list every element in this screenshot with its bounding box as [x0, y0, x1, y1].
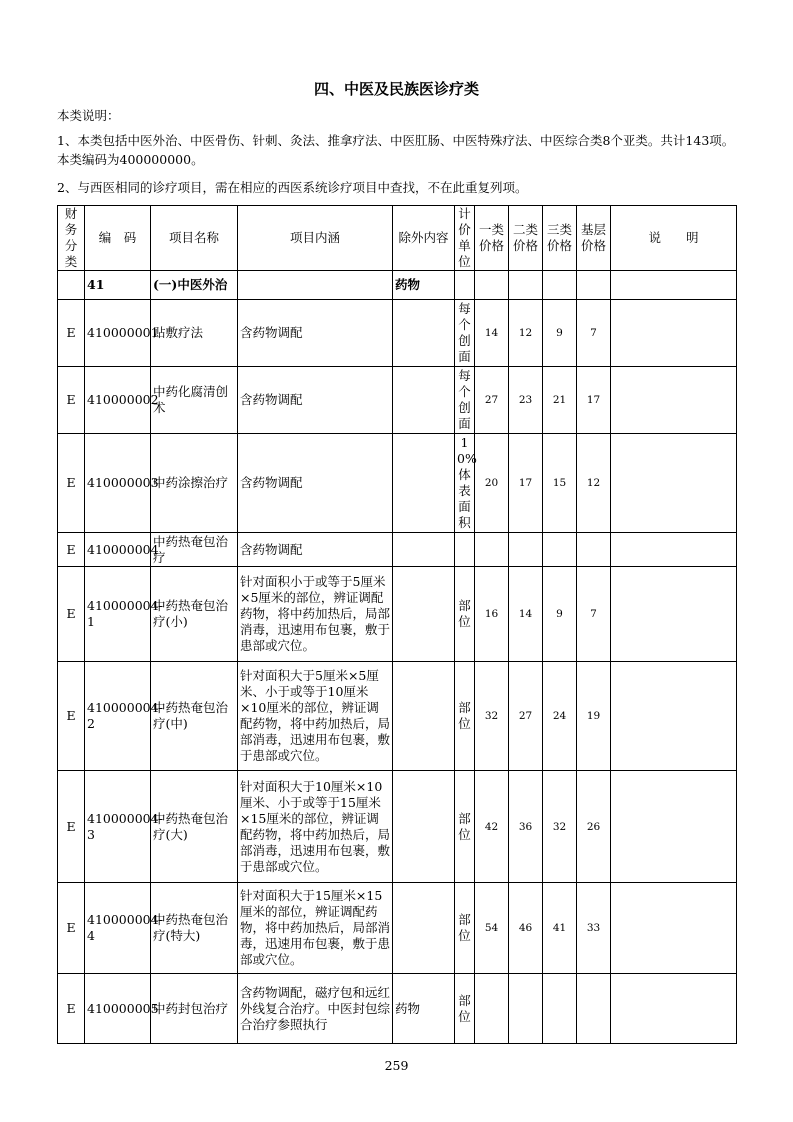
- cell-except: [393, 367, 455, 434]
- page-title: 四、中医及民族医诊疗类: [313, 80, 479, 98]
- cell-price-base: 7: [577, 567, 611, 662]
- cell-price-1: 14: [475, 300, 509, 367]
- cell-category: [58, 271, 85, 300]
- cell-price-2: [509, 533, 543, 567]
- header-price-base: 基层价格: [577, 206, 611, 271]
- cell-price-base: [577, 974, 611, 1044]
- cell-price-3: 24: [543, 662, 577, 771]
- cell-content: 针对面积大于5厘米×5厘米、小于或等于10厘米×10厘米的部位，辨证调配药物，将中药加热后，局部消毒，迅速用布包裹，敷于患部或穴位。: [238, 662, 393, 771]
- cell-price-1: 54: [475, 883, 509, 974]
- cell-price-3: 21: [543, 367, 577, 434]
- intro-heading: 本类说明：: [57, 108, 120, 123]
- table-row: [58, 974, 737, 1044]
- cell-note: [611, 367, 737, 434]
- cell-name: 中药化腐清创术: [151, 367, 238, 434]
- cell-except: [393, 771, 455, 883]
- cell-category: E: [58, 567, 85, 662]
- cell-content: 针对面积小于或等于5厘米×5厘米的部位，辨证调配药物，将中药加热后，局部消毒，迅速用布包裹，敷于患部或穴位。: [238, 567, 393, 662]
- cell-content: 含药物调配: [238, 367, 393, 434]
- header-name: 项目名称: [151, 206, 238, 271]
- table-row: [58, 567, 737, 662]
- cell-unit: [455, 533, 475, 567]
- cell-category: E: [58, 367, 85, 434]
- cell-price-3: 32: [543, 771, 577, 883]
- cell-price-base: 17: [577, 367, 611, 434]
- cell-unit: 部位: [455, 771, 475, 883]
- table-row: [58, 300, 737, 367]
- cell-code: 410000001: [85, 300, 151, 367]
- cell-price-2: 14: [509, 567, 543, 662]
- cell-unit: 每个创面: [455, 300, 475, 367]
- cell-price-2: 46: [509, 883, 543, 974]
- cell-price-3: 9: [543, 567, 577, 662]
- cell-note: [611, 771, 737, 883]
- cell-price-base: 33: [577, 883, 611, 974]
- table-row: [58, 533, 737, 567]
- cell-price-2: 23: [509, 367, 543, 434]
- cell-category: E: [58, 434, 85, 533]
- cell-code: 410000005: [85, 974, 151, 1044]
- cell-unit: 每个创面: [455, 367, 475, 434]
- cell-except: [393, 434, 455, 533]
- table-row: [58, 271, 737, 300]
- cell-note: [611, 567, 737, 662]
- cell-name: 中药热奄包治疗(大): [151, 771, 238, 883]
- cell-except: [393, 533, 455, 567]
- header-note: 说 明: [611, 206, 737, 271]
- cell-code: 410000004-4: [85, 883, 151, 974]
- page-number: 259: [384, 1058, 409, 1073]
- cell-price-3: 15: [543, 434, 577, 533]
- cell-price-2: [509, 974, 543, 1044]
- cell-code: 410000004: [85, 533, 151, 567]
- cell-name: 中药涂擦治疗: [151, 434, 238, 533]
- cell-name: 中药热奄包治疗(中): [151, 662, 238, 771]
- table-row: [58, 662, 737, 771]
- table-row: [58, 771, 737, 883]
- table-row: [58, 367, 737, 434]
- cell-unit: 部位: [455, 662, 475, 771]
- intro-paragraph-2: 2、与西医相同的诊疗项目，需在相应的西医系统诊疗项目中查找，不在此重复列项。: [57, 180, 528, 195]
- cell-price-3: 41: [543, 883, 577, 974]
- cell-price-base: [577, 533, 611, 567]
- intro-paragraph-1: 1、本类包括中医外治、中医骨伤、针刺、灸法、推拿疗法、中医肛肠、中医特殊疗法、中医综合类8个亚类。共计143项。本类编码为400000000。: [57, 133, 735, 167]
- cell-price-1: 42: [475, 771, 509, 883]
- cell-category: E: [58, 533, 85, 567]
- cell-content: [238, 271, 393, 300]
- cell-content: 含药物调配: [238, 434, 393, 533]
- price-table: [57, 205, 737, 1044]
- cell-name: (一)中医外治: [151, 271, 238, 300]
- cell-unit: 部位: [455, 567, 475, 662]
- header-price-2: 二类价格: [509, 206, 543, 271]
- cell-except: [393, 300, 455, 367]
- cell-note: [611, 533, 737, 567]
- cell-price-1: [475, 533, 509, 567]
- cell-note: [611, 662, 737, 771]
- header-except: 除外内容: [393, 206, 455, 271]
- cell-name: 中药热奄包治疗(特大): [151, 883, 238, 974]
- table-row: [58, 883, 737, 974]
- header-code: 编 码: [85, 206, 151, 271]
- cell-except: [393, 662, 455, 771]
- cell-price-1: 32: [475, 662, 509, 771]
- cell-price-1: 27: [475, 367, 509, 434]
- cell-price-2: [509, 271, 543, 300]
- cell-code: 410000004-1: [85, 567, 151, 662]
- cell-price-1: 20: [475, 434, 509, 533]
- cell-price-3: [543, 271, 577, 300]
- cell-note: [611, 300, 737, 367]
- cell-code: 41: [85, 271, 151, 300]
- cell-unit: 部位: [455, 883, 475, 974]
- cell-price-1: [475, 974, 509, 1044]
- cell-price-base: 12: [577, 434, 611, 533]
- cell-content: 含药物调配: [238, 533, 393, 567]
- cell-except: 药物: [393, 974, 455, 1044]
- cell-code: 410000004-2: [85, 662, 151, 771]
- cell-category: E: [58, 883, 85, 974]
- header-content: 项目内涵: [238, 206, 393, 271]
- cell-code: 410000002: [85, 367, 151, 434]
- header-price-3: 三类价格: [543, 206, 577, 271]
- cell-price-base: 26: [577, 771, 611, 883]
- cell-price-base: 19: [577, 662, 611, 771]
- cell-category: E: [58, 771, 85, 883]
- cell-unit: 部位: [455, 974, 475, 1044]
- cell-price-2: 12: [509, 300, 543, 367]
- table-row: [58, 434, 737, 533]
- cell-unit: [455, 271, 475, 300]
- cell-category: E: [58, 300, 85, 367]
- cell-content: 针对面积大于10厘米×10厘米、小于或等于15厘米×15厘米的部位，辨证调配药物，将中药加热后，局部消毒，迅速用布包裹，敷于患部或穴位。: [238, 771, 393, 883]
- cell-category: E: [58, 662, 85, 771]
- cell-content: 含药物调配: [238, 300, 393, 367]
- cell-name: 中药热奄包治疗: [151, 533, 238, 567]
- cell-price-3: [543, 533, 577, 567]
- cell-unit: 10%体表面积: [455, 434, 475, 533]
- cell-note: [611, 271, 737, 300]
- header-category: 财务分类: [58, 206, 85, 271]
- cell-content: 针对面积大于15厘米×15厘米的部位，辨证调配药物，将中药加热后，局部消毒，迅速用布包裹，敷于患部或穴位。: [238, 883, 393, 974]
- cell-price-2: 36: [509, 771, 543, 883]
- cell-code: 410000003: [85, 434, 151, 533]
- cell-name: 中药封包治疗: [151, 974, 238, 1044]
- cell-name: 中药热奄包治疗(小): [151, 567, 238, 662]
- cell-price-2: 17: [509, 434, 543, 533]
- cell-note: [611, 883, 737, 974]
- cell-price-base: 7: [577, 300, 611, 367]
- table-header-row: [58, 206, 737, 271]
- cell-code: 410000004-3: [85, 771, 151, 883]
- cell-except: 药物: [393, 271, 455, 300]
- cell-except: [393, 567, 455, 662]
- cell-price-1: [475, 271, 509, 300]
- header-unit: 计价单位: [455, 206, 475, 271]
- cell-price-3: 9: [543, 300, 577, 367]
- cell-price-base: [577, 271, 611, 300]
- cell-name: 贴敷疗法: [151, 300, 238, 367]
- cell-content: 含药物调配，磁疗包和远红外线复合治疗。中医封包综合治疗参照执行: [238, 974, 393, 1044]
- header-price-1: 一类价格: [475, 206, 509, 271]
- cell-price-2: 27: [509, 662, 543, 771]
- cell-note: [611, 434, 737, 533]
- cell-except: [393, 883, 455, 974]
- cell-category: E: [58, 974, 85, 1044]
- cell-price-3: [543, 974, 577, 1044]
- cell-note: [611, 974, 737, 1044]
- cell-price-1: 16: [475, 567, 509, 662]
